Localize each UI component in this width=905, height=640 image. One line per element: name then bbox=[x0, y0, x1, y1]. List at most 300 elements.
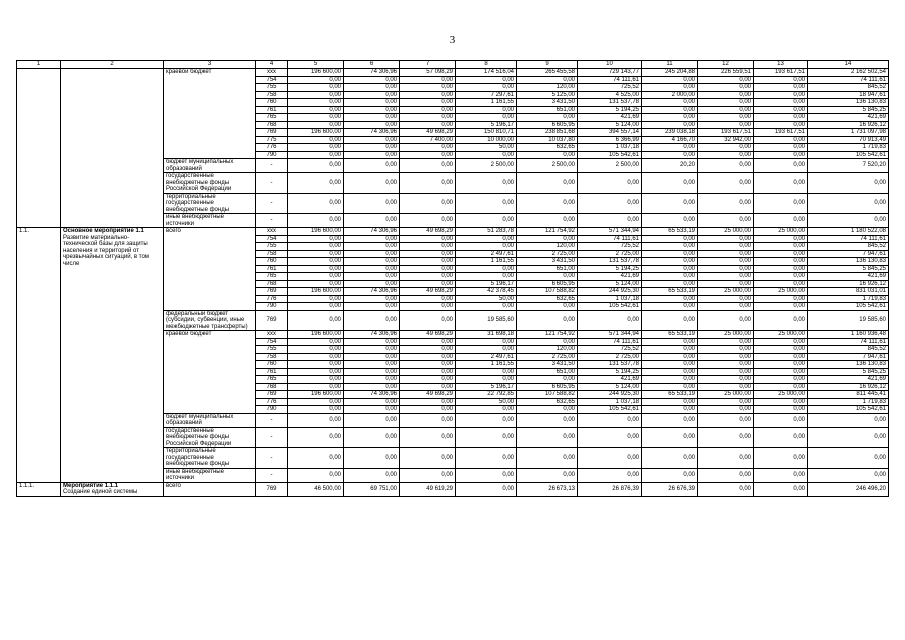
amount-cell: 0,00 bbox=[698, 151, 754, 159]
section-title: Основное мероприятие 1.1 bbox=[63, 228, 144, 234]
amount-cell: 5 196,17 bbox=[456, 280, 517, 288]
amount-cell: 0,00 bbox=[698, 353, 754, 361]
amount-cell: 651,00 bbox=[517, 368, 578, 376]
amount-cell: 0,00 bbox=[754, 99, 808, 107]
amount-cell: 193 617,51 bbox=[698, 129, 754, 137]
amount-cell: 0,00 bbox=[698, 413, 754, 427]
amount-cell: 0,00 bbox=[400, 258, 456, 266]
amount-cell: 0,00 bbox=[754, 265, 808, 273]
budget-code-cell: 754 bbox=[256, 76, 288, 84]
amount-cell: 0,00 bbox=[642, 114, 698, 122]
amount-cell: 174 516,04 bbox=[456, 69, 517, 77]
amount-cell: 5 196,17 bbox=[456, 121, 517, 129]
amount-cell: 20,20 bbox=[642, 159, 698, 173]
amount-cell: 0,00 bbox=[344, 214, 400, 228]
amount-cell: 0,00 bbox=[698, 361, 754, 369]
amount-cell: 0,00 bbox=[754, 427, 808, 448]
amount-cell: 239 038,18 bbox=[642, 129, 698, 137]
amount-cell: 0,00 bbox=[578, 448, 642, 469]
funding-source: всего bbox=[164, 228, 256, 311]
amount-cell: 0,00 bbox=[698, 84, 754, 92]
column-number: 5 bbox=[288, 61, 344, 69]
amount-cell: 0,00 bbox=[642, 99, 698, 107]
amount-cell: 845,52 bbox=[808, 243, 889, 251]
column-number: 13 bbox=[754, 61, 808, 69]
amount-cell: 120,00 bbox=[517, 346, 578, 354]
amount-cell: 0,00 bbox=[808, 413, 889, 427]
amount-cell: 3 431,50 bbox=[517, 99, 578, 107]
budget-code-cell: 755 bbox=[256, 84, 288, 92]
amount-cell: 18 947,61 bbox=[808, 91, 889, 99]
amount-cell: 0,00 bbox=[456, 482, 517, 496]
amount-cell: 0,00 bbox=[288, 265, 344, 273]
amount-cell: 2 725,00 bbox=[517, 250, 578, 258]
amount-cell: 65 533,19 bbox=[642, 228, 698, 236]
amount-cell: 5 124,00 bbox=[578, 121, 642, 129]
amount-cell: 49 698,29 bbox=[400, 391, 456, 399]
amount-cell: 49 698,29 bbox=[400, 331, 456, 339]
amount-cell: 632,65 bbox=[517, 144, 578, 152]
amount-cell: 25 000,00 bbox=[698, 288, 754, 296]
amount-cell: 421,69 bbox=[808, 376, 889, 384]
amount-cell: 136 130,83 bbox=[808, 361, 889, 369]
amount-cell: 74 111,61 bbox=[808, 76, 889, 84]
amount-cell: 0,00 bbox=[288, 250, 344, 258]
amount-cell: 0,00 bbox=[344, 273, 400, 281]
amount-cell: 0,00 bbox=[517, 151, 578, 159]
amount-cell: 0,00 bbox=[517, 273, 578, 281]
amount-cell: 131 537,78 bbox=[578, 258, 642, 266]
amount-cell: 19 585,60 bbox=[456, 310, 517, 331]
amount-cell: 0,00 bbox=[288, 121, 344, 129]
amount-cell: 0,00 bbox=[288, 243, 344, 251]
amount-cell: 421,69 bbox=[578, 376, 642, 384]
budget-code-cell: 776 bbox=[256, 295, 288, 303]
amount-cell: 0,00 bbox=[517, 468, 578, 482]
amount-cell: 0,00 bbox=[344, 295, 400, 303]
amount-cell: 0,00 bbox=[400, 376, 456, 384]
amount-cell: 0,00 bbox=[288, 383, 344, 391]
amount-cell: 0,00 bbox=[400, 368, 456, 376]
amount-cell: 0,00 bbox=[517, 114, 578, 122]
amount-cell: 0,00 bbox=[754, 250, 808, 258]
budget-code-cell: - bbox=[256, 193, 288, 214]
amount-cell: 105 542,61 bbox=[578, 151, 642, 159]
amount-cell: 0,00 bbox=[288, 303, 344, 311]
amount-cell: 0,00 bbox=[754, 114, 808, 122]
amount-cell: 725,52 bbox=[578, 84, 642, 92]
amount-cell: 0,00 bbox=[642, 468, 698, 482]
amount-cell: 0,00 bbox=[400, 361, 456, 369]
budget-code-cell: 769 bbox=[256, 482, 288, 496]
amount-cell: 0,00 bbox=[400, 243, 456, 251]
amount-cell: 105 542,61 bbox=[808, 151, 889, 159]
amount-cell: 0,00 bbox=[698, 193, 754, 214]
amount-cell: 0,00 bbox=[288, 235, 344, 243]
amount-cell: 2 162 502,54 bbox=[808, 69, 889, 77]
amount-cell: 49 698,29 bbox=[400, 228, 456, 236]
amount-cell: 0,00 bbox=[754, 303, 808, 311]
amount-cell: 0,00 bbox=[642, 243, 698, 251]
amount-cell: 5 845,25 bbox=[808, 265, 889, 273]
amount-cell: 65 533,19 bbox=[642, 331, 698, 339]
amount-cell: 1 731 097,98 bbox=[808, 129, 889, 137]
amount-cell: 0,00 bbox=[344, 265, 400, 273]
amount-cell: 0,00 bbox=[578, 468, 642, 482]
amount-cell: 7 520,20 bbox=[808, 159, 889, 173]
budget-code-cell: - bbox=[256, 468, 288, 482]
amount-cell: 0,00 bbox=[578, 173, 642, 194]
section-description bbox=[61, 228, 164, 483]
amount-cell: 0,00 bbox=[754, 214, 808, 228]
amount-cell: 57 098,29 bbox=[400, 69, 456, 77]
amount-cell: 0,00 bbox=[698, 214, 754, 228]
amount-cell: 0,00 bbox=[400, 303, 456, 311]
amount-cell: 0,00 bbox=[288, 406, 344, 414]
amount-cell: 0,00 bbox=[288, 173, 344, 194]
amount-cell: 0,00 bbox=[344, 310, 400, 331]
amount-cell: 0,00 bbox=[698, 235, 754, 243]
amount-cell: 1 180 522,08 bbox=[808, 228, 889, 236]
amount-cell: 70 913,49 bbox=[808, 136, 889, 144]
amount-cell: 0,00 bbox=[456, 106, 517, 114]
amount-cell: 0,00 bbox=[400, 265, 456, 273]
amount-cell: 0,00 bbox=[400, 193, 456, 214]
funding-source: бюджет муниципальных образований bbox=[164, 413, 256, 427]
amount-cell: 0,00 bbox=[808, 468, 889, 482]
amount-cell: 0,00 bbox=[344, 383, 400, 391]
amount-cell: 0,00 bbox=[642, 121, 698, 129]
amount-cell: 0,00 bbox=[642, 151, 698, 159]
amount-cell: 0,00 bbox=[456, 338, 517, 346]
amount-cell: 571 344,94 bbox=[578, 228, 642, 236]
amount-cell: 0,00 bbox=[754, 310, 808, 331]
section-subtitle: Создание единой системы bbox=[63, 489, 138, 495]
amount-cell: 42 378,45 bbox=[456, 288, 517, 296]
amount-cell: 0,00 bbox=[808, 448, 889, 469]
amount-cell: 0,00 bbox=[642, 303, 698, 311]
amount-cell: 74 111,61 bbox=[808, 235, 889, 243]
amount-cell: 725,52 bbox=[578, 243, 642, 251]
amount-cell: 0,00 bbox=[642, 265, 698, 273]
amount-cell: 0,00 bbox=[578, 413, 642, 427]
amount-cell: 0,00 bbox=[288, 353, 344, 361]
budget-code-cell: - bbox=[256, 173, 288, 194]
amount-cell: 49 698,29 bbox=[400, 129, 456, 137]
amount-cell: 0,00 bbox=[288, 398, 344, 406]
amount-cell: 0,00 bbox=[288, 76, 344, 84]
funding-source: государственные внебюджетные фонды Российской Федерации bbox=[164, 173, 256, 194]
amount-cell: 1 037,18 bbox=[578, 295, 642, 303]
amount-cell: 0,00 bbox=[400, 84, 456, 92]
amount-cell: 4 166,70 bbox=[642, 136, 698, 144]
amount-cell: 0,00 bbox=[344, 406, 400, 414]
amount-cell: 725,52 bbox=[578, 346, 642, 354]
amount-cell: 7 947,61 bbox=[808, 250, 889, 258]
amount-cell: 0,00 bbox=[400, 106, 456, 114]
amount-cell: 5 124,00 bbox=[578, 280, 642, 288]
amount-cell: 0,00 bbox=[517, 406, 578, 414]
amount-cell: 0,00 bbox=[288, 368, 344, 376]
amount-cell: 131 537,78 bbox=[578, 361, 642, 369]
amount-cell: 6 366,99 bbox=[578, 136, 642, 144]
budget-code-cell: xxx bbox=[256, 331, 288, 339]
amount-cell: 0,00 bbox=[344, 376, 400, 384]
amount-cell: 246 496,20 bbox=[808, 482, 889, 496]
amount-cell: 196 600,00 bbox=[288, 228, 344, 236]
amount-cell: 0,00 bbox=[754, 406, 808, 414]
amount-cell: 74 306,96 bbox=[344, 228, 400, 236]
amount-cell: 0,00 bbox=[400, 159, 456, 173]
amount-cell: 193 617,51 bbox=[754, 69, 808, 77]
section-subtitle: Развитие материально-технической базы для защиты населения и территорий от чрезвычайных ситуаций, в том числе bbox=[63, 234, 149, 267]
amount-cell: 2 725,00 bbox=[578, 250, 642, 258]
amount-cell: 1 719,83 bbox=[808, 295, 889, 303]
amount-cell: 0,00 bbox=[400, 280, 456, 288]
amount-cell: 0,00 bbox=[754, 193, 808, 214]
amount-cell: 0,00 bbox=[288, 338, 344, 346]
budget-code-cell: - bbox=[256, 159, 288, 173]
amount-cell: 0,00 bbox=[698, 91, 754, 99]
amount-cell: 0,00 bbox=[344, 338, 400, 346]
amount-cell: 0,00 bbox=[344, 121, 400, 129]
amount-cell: 0,00 bbox=[698, 427, 754, 448]
amount-cell: 0,00 bbox=[642, 406, 698, 414]
amount-cell: 10 000,00 bbox=[456, 136, 517, 144]
budget-table bbox=[16, 60, 889, 497]
amount-cell: 25 000,00 bbox=[698, 391, 754, 399]
funding-source: иные внебюджетные источники bbox=[164, 468, 256, 482]
amount-cell: 105 542,61 bbox=[808, 406, 889, 414]
amount-cell: 0,00 bbox=[400, 144, 456, 152]
section-number: 1.1. bbox=[17, 228, 61, 483]
amount-cell: 421,69 bbox=[578, 114, 642, 122]
amount-cell: 0,00 bbox=[642, 214, 698, 228]
amount-cell: 811 445,41 bbox=[808, 391, 889, 399]
amount-cell: 0,00 bbox=[698, 250, 754, 258]
amount-cell: 0,00 bbox=[288, 144, 344, 152]
amount-cell: 26 673,13 bbox=[517, 482, 578, 496]
amount-cell: 0,00 bbox=[456, 376, 517, 384]
amount-cell: 0,00 bbox=[288, 361, 344, 369]
amount-cell: 3 431,50 bbox=[517, 258, 578, 266]
amount-cell: 49 619,29 bbox=[400, 482, 456, 496]
amount-cell: 0,00 bbox=[698, 310, 754, 331]
amount-cell: 0,00 bbox=[642, 346, 698, 354]
amount-cell: 0,00 bbox=[698, 106, 754, 114]
table-body bbox=[17, 61, 889, 497]
amount-cell: 0,00 bbox=[456, 273, 517, 281]
table-row bbox=[17, 228, 889, 236]
amount-cell: 0,00 bbox=[400, 427, 456, 448]
amount-cell: 0,00 bbox=[344, 258, 400, 266]
funding-source: краевой бюджет bbox=[164, 331, 256, 414]
column-number: 9 bbox=[517, 61, 578, 69]
amount-cell: 0,00 bbox=[456, 303, 517, 311]
amount-cell: 50,00 bbox=[456, 295, 517, 303]
amount-cell: 0,00 bbox=[344, 173, 400, 194]
amount-cell: 0,00 bbox=[456, 243, 517, 251]
budget-code-cell: 755 bbox=[256, 243, 288, 251]
amount-cell: 0,00 bbox=[400, 250, 456, 258]
amount-cell: 0,00 bbox=[400, 468, 456, 482]
amount-cell: 0,00 bbox=[344, 346, 400, 354]
amount-cell: 265 455,58 bbox=[517, 69, 578, 77]
budget-code-cell: 768 bbox=[256, 383, 288, 391]
amount-cell: 0,00 bbox=[517, 448, 578, 469]
amount-cell: 5 845,25 bbox=[808, 106, 889, 114]
amount-cell: 0,00 bbox=[400, 235, 456, 243]
amount-cell: 0,00 bbox=[344, 114, 400, 122]
amount-cell: 50,00 bbox=[456, 398, 517, 406]
budget-code-cell: 761 bbox=[256, 106, 288, 114]
amount-cell: 0,00 bbox=[456, 413, 517, 427]
amount-cell: 0,00 bbox=[698, 173, 754, 194]
amount-cell: 0,00 bbox=[754, 295, 808, 303]
amount-cell: 0,00 bbox=[288, 258, 344, 266]
amount-cell: 0,00 bbox=[698, 468, 754, 482]
amount-cell: 0,00 bbox=[698, 295, 754, 303]
amount-cell: 196 600,00 bbox=[288, 129, 344, 137]
amount-cell: 120,00 bbox=[517, 243, 578, 251]
amount-cell: 5 124,00 bbox=[578, 383, 642, 391]
section-title: Мероприятие 1.1.1 bbox=[63, 482, 119, 489]
amount-cell: 0,00 bbox=[642, 398, 698, 406]
funding-source: бюджет муниципальных образований bbox=[164, 159, 256, 173]
section-description bbox=[61, 482, 164, 496]
amount-cell: 0,00 bbox=[344, 250, 400, 258]
amount-cell: 150 810,71 bbox=[456, 129, 517, 137]
amount-cell: 0,00 bbox=[808, 427, 889, 448]
budget-code-cell: 760 bbox=[256, 258, 288, 266]
amount-cell: 0,00 bbox=[698, 482, 754, 496]
amount-cell: 651,00 bbox=[517, 106, 578, 114]
amount-cell: 421,69 bbox=[808, 273, 889, 281]
budget-code-cell: 755 bbox=[256, 346, 288, 354]
funding-source: всего bbox=[164, 482, 256, 496]
amount-cell: 0,00 bbox=[754, 159, 808, 173]
amount-cell: 0,00 bbox=[288, 310, 344, 331]
budget-code-cell: - bbox=[256, 214, 288, 228]
budget-code-cell: 765 bbox=[256, 376, 288, 384]
amount-cell: 0,00 bbox=[808, 193, 889, 214]
amount-cell: 0,00 bbox=[288, 91, 344, 99]
amount-cell: 196 600,00 bbox=[288, 69, 344, 77]
budget-code-cell: 761 bbox=[256, 265, 288, 273]
budget-code-cell: 790 bbox=[256, 151, 288, 159]
amount-cell: 0,00 bbox=[400, 214, 456, 228]
amount-cell: 0,00 bbox=[288, 427, 344, 448]
amount-cell: 46 500,00 bbox=[288, 482, 344, 496]
amount-cell: 6 605,95 bbox=[517, 121, 578, 129]
amount-cell: 0,00 bbox=[400, 173, 456, 194]
amount-cell: 0,00 bbox=[517, 235, 578, 243]
amount-cell: 0,00 bbox=[642, 258, 698, 266]
page-number: 3 bbox=[449, 34, 456, 46]
amount-cell: 6 605,95 bbox=[517, 383, 578, 391]
budget-code-cell: 769 bbox=[256, 391, 288, 399]
column-number: 8 bbox=[456, 61, 517, 69]
amount-cell: 7 400,00 bbox=[400, 136, 456, 144]
amount-cell: 0,00 bbox=[456, 468, 517, 482]
amount-cell: 244 925,30 bbox=[578, 288, 642, 296]
budget-code-cell: 776 bbox=[256, 398, 288, 406]
amount-cell: 0,00 bbox=[754, 398, 808, 406]
amount-cell: 0,00 bbox=[288, 468, 344, 482]
amount-cell: 0,00 bbox=[400, 91, 456, 99]
budget-code-cell: 775 bbox=[256, 136, 288, 144]
amount-cell: 0,00 bbox=[456, 346, 517, 354]
amount-cell: 0,00 bbox=[344, 136, 400, 144]
amount-cell: 5 196,17 bbox=[456, 383, 517, 391]
budget-code-cell: - bbox=[256, 448, 288, 469]
amount-cell: 0,00 bbox=[288, 159, 344, 173]
amount-cell: 0,00 bbox=[400, 151, 456, 159]
amount-cell: 0,00 bbox=[288, 413, 344, 427]
amount-cell: 74 306,96 bbox=[344, 391, 400, 399]
amount-cell: 0,00 bbox=[754, 383, 808, 391]
amount-cell: 0,00 bbox=[344, 413, 400, 427]
amount-cell: 0,00 bbox=[642, 106, 698, 114]
amount-cell: 193 617,51 bbox=[754, 129, 808, 137]
amount-cell: 0,00 bbox=[517, 214, 578, 228]
budget-code-cell: 758 bbox=[256, 353, 288, 361]
amount-cell: 5 194,25 bbox=[578, 265, 642, 273]
amount-cell: 0,00 bbox=[456, 193, 517, 214]
column-number-row bbox=[17, 61, 889, 69]
amount-cell: 421,69 bbox=[808, 114, 889, 122]
table-row bbox=[17, 482, 889, 496]
budget-code-cell: 769 bbox=[256, 310, 288, 331]
amount-cell: 0,00 bbox=[288, 295, 344, 303]
amount-cell: 26 676,39 bbox=[642, 482, 698, 496]
amount-cell: 69 751,00 bbox=[344, 482, 400, 496]
section-number bbox=[17, 69, 61, 228]
amount-cell: 0,00 bbox=[754, 346, 808, 354]
amount-cell: 74 111,61 bbox=[578, 338, 642, 346]
column-number: 7 bbox=[400, 61, 456, 69]
amount-cell: 74 306,96 bbox=[344, 129, 400, 137]
amount-cell: 2 500,00 bbox=[578, 159, 642, 173]
amount-cell: 0,00 bbox=[642, 353, 698, 361]
budget-code-cell: 790 bbox=[256, 303, 288, 311]
column-number: 4 bbox=[256, 61, 288, 69]
amount-cell: 0,00 bbox=[754, 144, 808, 152]
amount-cell: 1 161,55 bbox=[456, 258, 517, 266]
amount-cell: 571 344,94 bbox=[578, 331, 642, 339]
amount-cell: 0,00 bbox=[344, 361, 400, 369]
budget-code-cell: 765 bbox=[256, 273, 288, 281]
amount-cell: 845,52 bbox=[808, 84, 889, 92]
funding-source: территориальные государственные внебюджетные фонды bbox=[164, 193, 256, 214]
amount-cell: 0,00 bbox=[344, 91, 400, 99]
amount-cell: 0,00 bbox=[344, 468, 400, 482]
amount-cell: 74 306,96 bbox=[344, 331, 400, 339]
amount-cell: 22 792,85 bbox=[456, 391, 517, 399]
amount-cell: 2 725,00 bbox=[578, 353, 642, 361]
amount-cell: 1 719,83 bbox=[808, 144, 889, 152]
budget-code-cell: 754 bbox=[256, 338, 288, 346]
amount-cell: 0,00 bbox=[517, 338, 578, 346]
amount-cell: 0,00 bbox=[642, 273, 698, 281]
amount-cell: 0,00 bbox=[400, 448, 456, 469]
amount-cell: 0,00 bbox=[344, 427, 400, 448]
amount-cell: 74 111,61 bbox=[578, 76, 642, 84]
amount-cell: 16 926,12 bbox=[808, 121, 889, 129]
column-number: 11 bbox=[642, 61, 698, 69]
amount-cell: 0,00 bbox=[400, 310, 456, 331]
amount-cell: 107 588,82 bbox=[517, 288, 578, 296]
